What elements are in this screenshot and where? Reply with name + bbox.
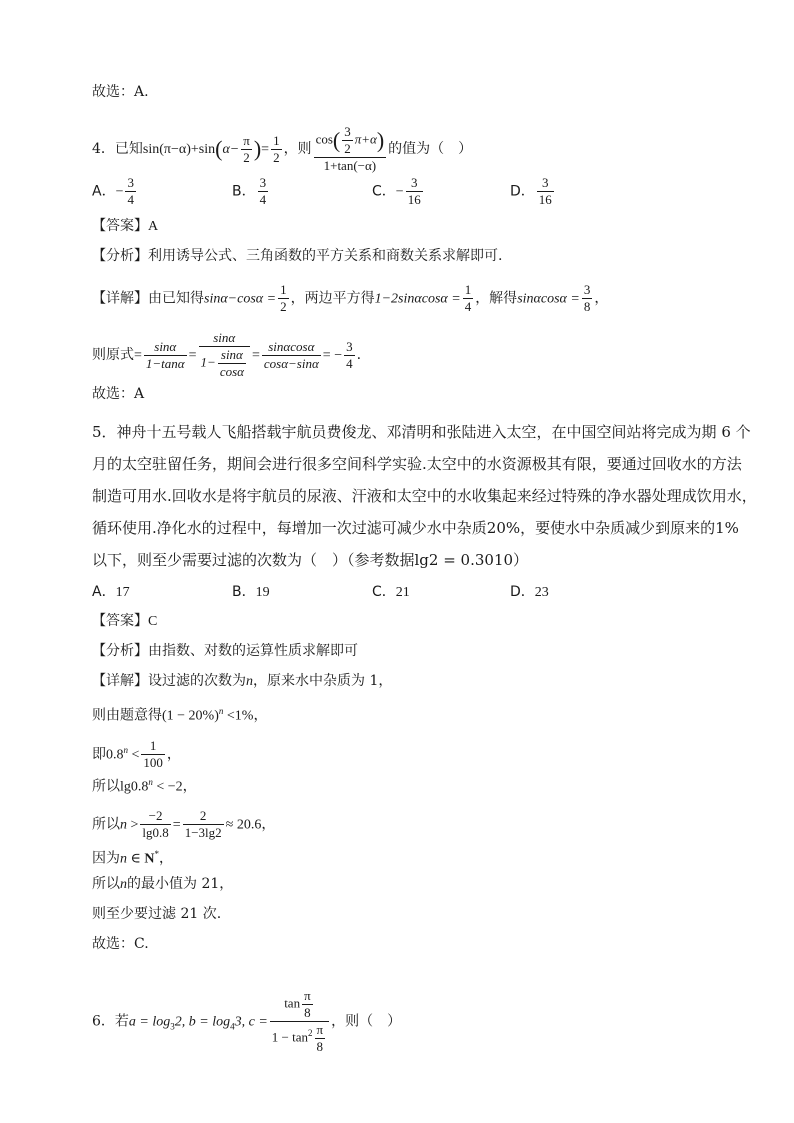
q5-option-d[interactable]: D．23 [510,584,549,600]
q4-option-b[interactable]: B． $\frac{3}{4}$ [232,175,267,207]
q6-stem: 6．若$a = \log_32$, $b = \log_43$, c = tan $\frac{\pi}{8}$ $1 - \tan^2$ $\frac{\pi}{8}$ ，则（ ） [92,988,402,1054]
q5-stem-line1: 5．神舟十五号载人飞船搭载宇航员费俊龙、邓清明和张陆进入太空，在中国空间站将完成为期 6 个 [92,423,751,441]
q4-stem-prefix: 已知 [114,141,143,157]
paren-right: ) [253,136,262,161]
q4-number: 4． [92,141,115,157]
q5-stem-line3: 制造可用水.回收水是将宇航员的尿液、汗液和太空中的水收集起来经过特殊的净水器处理成饮用水， [92,487,757,505]
q5-detail-line4: 所以$\lg 0.8^n < -2$， [92,777,197,795]
q5-analysis: 【分析】由指数、对数的运算性质求解即可 [92,643,358,659]
q5-detail-line7: 所以n的最小值为 21， [92,876,234,892]
q4-detail-line1: 【详解】由已知得sinα−cosα = $\frac{1}{2}$ ，两边平方得1−2sinαcosα = $\frac{1}{4}$ ，解得sinαcosα = $\frac{3}{8}$ ， [92,282,609,314]
q4-analysis: 【分析】利用诱导公式、三角函数的平方关系和商数关系求解即可. [92,248,503,264]
q4-option-c[interactable]: C．− $\frac{3}{16}$ [372,175,421,207]
q4-option-a[interactable]: A．− $\frac{3}{4}$ [92,175,134,207]
q5-stem-line4: 循环使用.净化水的过程中，每增加一次过滤可减少水中杂质20%，要使水中杂质减少到原来的1% [92,519,739,537]
prev-answer-line: 故选：A. [92,84,149,100]
q5-stem-line2: 月的太空驻留任务，期间会进行很多空间科学实验.太空中的水资源极其有限，要通过回收水的方法 [92,455,742,473]
q5-answer: 【答案】C [92,613,158,629]
q5-stem-line5: 以下，则至少需要过滤的次数为（ ）（参考数据lg2 = 0.3010） [92,551,529,569]
q4-arg: α− [222,142,240,157]
q4-target-fraction: cos( $\frac{3}{2}$ π+α) 1+tan(−α) [315,124,385,173]
q5-detail-line1: 【详解】设过滤的次数为n，原来水中杂质为 1， [92,673,393,689]
q4-answer: 【答案】A [92,218,159,234]
paren-left: ( [215,136,223,161]
q5-option-a[interactable]: A．17 [92,584,130,600]
q6-c-fraction: tan $\frac{\pi}{8}$ $1 - \tan^2$ $\frac{\pi}{8}$ [270,988,329,1055]
q5-detail-line8: 则至少要过滤 21 次. [92,906,222,922]
q4-detail-line2: 则原式= $\frac{\sin\alpha}{1-\tan\alpha}$ = sinα 1− $\frac{\sin\alpha}{\cos\alpha}$ = $\frac{\sin\alpha\cos\alpha}{\cos\alpha-\sin\alpha}$ = − $\frac{3}{4}$ . [92,330,362,379]
q4-stem-eq: sin(π−α)+sin [142,142,216,157]
q5-detail-line5: 所以n > $\frac{-2}{\lg 0.8}$ = $\frac{2}{1-3\lg 2}$ ≈ 20.6， [92,808,276,840]
q4-pi-over-2: $\frac{\pi}{2}$ [243,132,250,165]
q5-detail-line2: 则由题意得$(1 - 20\%)^n <1\%$， [92,706,268,724]
q4-choose: 故选：A [92,386,145,402]
q4-option-d[interactable]: D． $\frac{3}{16}$ [510,175,552,207]
q4-half: $\frac{1}{2}$ [273,132,280,165]
q5-option-c[interactable]: C．21 [372,584,410,600]
q5-choose: 故选：C. [92,936,149,952]
q4-stem: 4．已知sin(π−α)+sin(α− $\frac{\pi}{2}$ )= $\frac{1}{2}$ ，则 cos( $\frac{3}{2}$ π+α) 1+tan(−α) 的值为（ ） [92,124,473,173]
q5-option-b[interactable]: B．19 [232,584,270,600]
q5-detail-line3: 即$0.8^n$ < $\frac{1}{100}$ ， [92,738,181,770]
q5-detail-line6: 因为n ∈ N*， [92,849,173,867]
